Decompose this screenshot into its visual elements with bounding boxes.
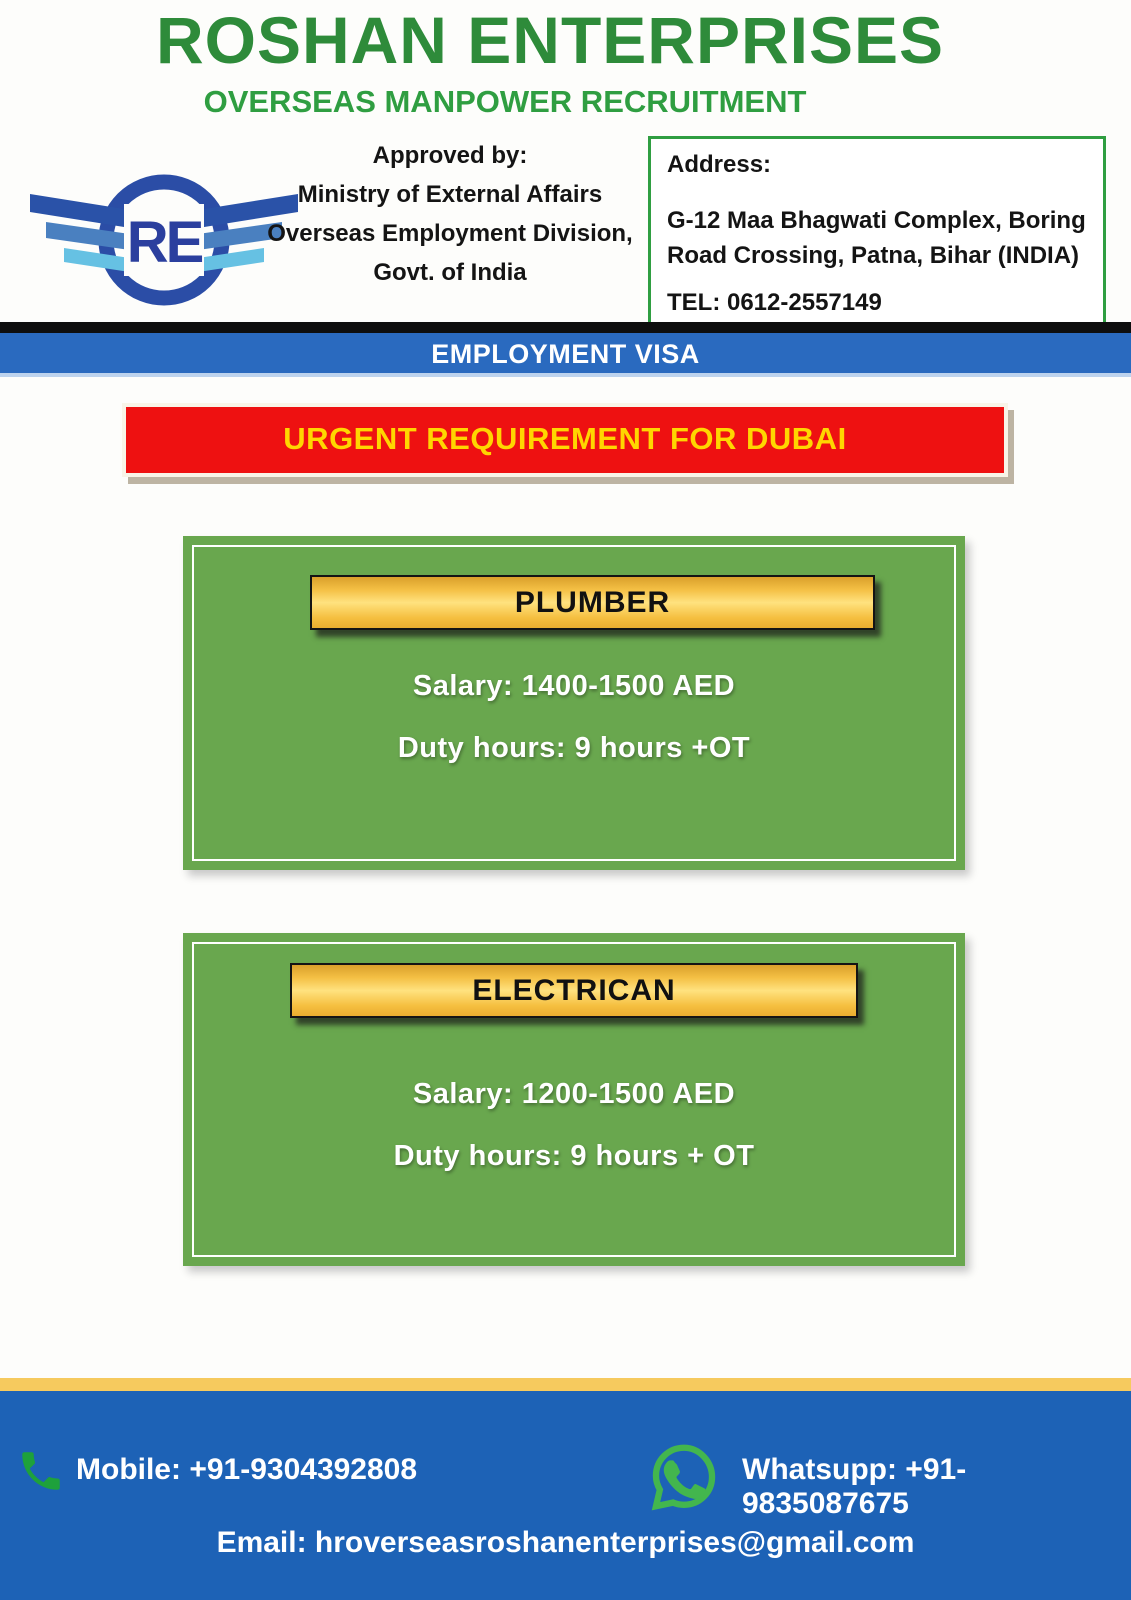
employment-visa-banner: EMPLOYMENT VISA — [0, 333, 1131, 377]
approved-line: Overseas Employment Division, — [267, 220, 633, 247]
divider-bar — [0, 322, 1131, 333]
logo-text: RE — [126, 210, 202, 275]
approved-by-block — [250, 142, 650, 298]
footer — [0, 1391, 1131, 1600]
job-salary: Salary: 1400-1500 AED — [412, 670, 736, 702]
address-line: G-12 Maa Bhagwati Complex, Boring — [667, 207, 1086, 234]
email-address: Email: hroverseasroshanenterprises@gmail.com — [216, 1526, 915, 1559]
urgent-requirement-banner: URGENT REQUIREMENT FOR DUBAI — [122, 403, 1008, 477]
job-duty-hours: Duty hours: 9 hours + OT — [393, 1140, 755, 1172]
job-duty-hours: Duty hours: 9 hours +OT — [397, 732, 751, 764]
approved-line: Approved by: — [372, 142, 528, 169]
mobile-number: Mobile: +91-9304392808 — [76, 1453, 418, 1486]
job-title-banner: PLUMBER — [310, 575, 875, 630]
job-title-banner: ELECTRICAN — [290, 963, 858, 1018]
phone-icon — [16, 1446, 66, 1496]
telephone: TEL: 0612-2557149 — [667, 289, 882, 316]
address-line: Road Crossing, Patna, Bihar (INDIA) — [667, 242, 1080, 269]
approved-line: Govt. of India — [373, 259, 527, 286]
approved-line: Ministry of External Affairs — [297, 181, 603, 208]
job-salary: Salary: 1200-1500 AED — [412, 1078, 736, 1110]
job-card-plumber — [183, 536, 965, 870]
company-title: ROSHAN ENTERPRISES — [155, 3, 945, 77]
job-card-electrician — [183, 933, 965, 1266]
whatsapp-icon — [645, 1438, 723, 1516]
footer-accent-strip — [0, 1378, 1131, 1391]
whatsapp-number: Whatsupp: +91-9835087675 — [742, 1453, 967, 1520]
address-label: Address: — [667, 151, 772, 178]
company-subtitle: OVERSEAS MANPOWER RECRUITMENT — [203, 84, 807, 119]
address-box — [648, 136, 1106, 332]
